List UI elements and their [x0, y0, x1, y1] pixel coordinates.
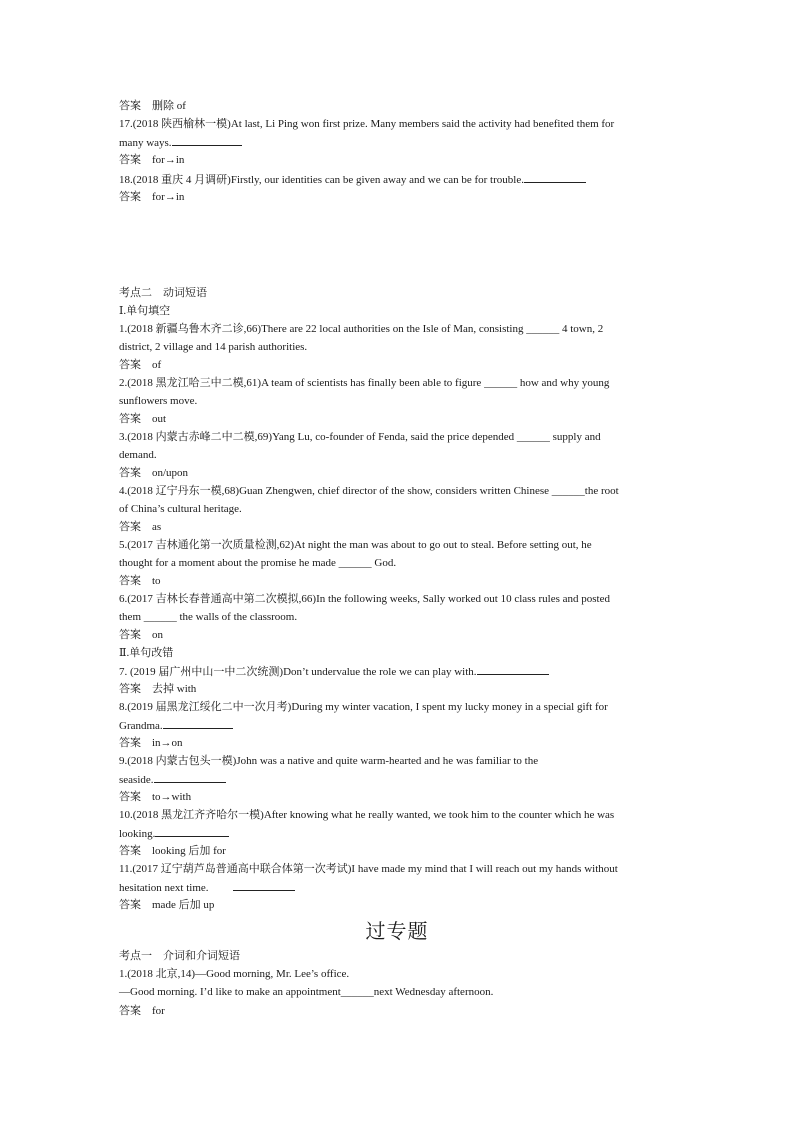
line-text: —Good morning. I’d like to make an appointment______next Wednesday afternoon. [119, 986, 494, 998]
line-text: 10.(2018 黑龙江齐齐哈尔一模)After knowing what he really wanted, we took him to the counter which he was [119, 809, 615, 821]
line-text: 答案 to [119, 575, 161, 587]
line-text: them ______ the walls of the classroom. [119, 611, 298, 623]
answer-blank [477, 664, 549, 675]
line-text: Ⅱ.单句改错 [119, 647, 174, 659]
answer-line [119, 574, 675, 588]
text-line [119, 117, 675, 131]
text-line [119, 304, 675, 318]
line-text: 考点二 动词短语 [119, 287, 207, 299]
text-line [119, 538, 675, 552]
answer-line [119, 153, 675, 167]
line-text: 答案 made 后加 up [119, 899, 215, 911]
line-text: 3.(2018 内蒙古赤峰二中二模,69)Yang Lu, co-founder of Fenda, said the price depended ______ supply and [119, 431, 601, 443]
text-line [119, 610, 675, 624]
line-text: 4.(2018 辽宁丹东一模,68)Guan Zhengwen, chief director of the show, considers written Chinese ______the root [119, 485, 619, 497]
text-line [119, 826, 675, 841]
line-text: 1.(2018 北京,14)—Good morning, Mr. Lee’s office. [119, 968, 350, 980]
line-text: demand. [119, 449, 157, 461]
text-line [119, 322, 675, 336]
answer-line [119, 1004, 675, 1018]
line-text: 8.(2019 届黑龙江绥化二中一次月考)During my winter vacation, I spent my lucky money in a special gift for [119, 701, 608, 713]
answer-line [119, 466, 675, 480]
text-line [119, 484, 675, 498]
text-line [119, 967, 675, 981]
text-line [119, 430, 675, 444]
text-line [119, 985, 675, 999]
answer-line [119, 898, 675, 912]
line-text: thought for a moment about the promise he made ______ God. [119, 557, 397, 569]
line-text: sunflowers move. [119, 395, 198, 407]
section-title: 过专题 [365, 921, 429, 943]
text-line [119, 718, 675, 733]
line-text: 答案 looking 后加 for [119, 845, 226, 857]
answer-line [119, 358, 675, 372]
answer-line [119, 190, 675, 204]
text-line [119, 394, 675, 408]
text-line [119, 862, 675, 876]
line-text: 答案 for→in [119, 154, 185, 166]
line-text: 6.(2017 吉林长春普通高中第二次模拟,66)In the following weeks, Sally worked out 10 class rules and posted [119, 593, 610, 605]
line-text: many ways. [119, 137, 172, 149]
line-text: 答案 删除 of [119, 100, 186, 112]
line-text: 答案 去掉 with [119, 683, 197, 695]
text-line [119, 502, 675, 516]
line-text: looking. [119, 828, 156, 840]
text-line [119, 880, 675, 895]
line-text: 5.(2017 吉林通化第一次质量检测,62)At night the man was about to go out to steal. Before setting out, he [119, 539, 592, 551]
line-text: Ⅰ.单句填空 [119, 305, 171, 317]
line-text: 7. (2019 届广州中山一中二次统测)Don’t undervalue the role we can play with. [119, 666, 477, 678]
text-line [119, 556, 675, 570]
answer-blank [154, 772, 226, 783]
line-text: 答案 as [119, 521, 162, 533]
text-line [119, 376, 675, 390]
answer-line [119, 99, 675, 113]
line-text: 答案 to→with [119, 791, 192, 803]
line-text: 答案 of [119, 359, 162, 371]
answer-line [119, 412, 675, 426]
line-text: seaside. [119, 774, 154, 786]
text-line [119, 340, 675, 354]
line-text: district, 2 village and 14 parish authorities. [119, 341, 308, 353]
line-text: 1.(2018 新疆乌鲁木齐二诊,66)There are 22 local authorities on the Isle of Man, consisting ______ 4 town, 2 [119, 323, 604, 335]
text-line [119, 286, 675, 300]
line-text: Grandma. [119, 720, 163, 732]
answer-blank [233, 880, 295, 891]
answer-line [119, 520, 675, 534]
answer-blank [163, 718, 233, 729]
text-line [119, 808, 675, 822]
text-line [119, 664, 675, 679]
line-text: 答案 out [119, 413, 167, 425]
answer-line [119, 790, 675, 804]
answer-line [119, 736, 675, 750]
answer-line [119, 682, 675, 696]
text-line [119, 448, 675, 462]
line-text: 2.(2018 黑龙江哈三中二模,61)A team of scientists has finally been able to figure ______ how and why young [119, 377, 610, 389]
line-text: 答案 on/upon [119, 467, 189, 479]
line-text: 17.(2018 陕西榆林一模)At last, Li Ping won first prize. Many members said the activity had benefited them for [119, 118, 615, 130]
answer-line [119, 628, 675, 642]
text-line [119, 949, 675, 963]
line-text: 11.(2017 辽宁葫芦岛普通高中联合体第一次考试)I have made my mind that I will reach out my hands without [119, 863, 618, 875]
line-text: of China’s cultural heritage. [119, 503, 242, 515]
line-text: 答案 for [119, 1005, 165, 1017]
text-line [119, 700, 675, 714]
text-line [119, 592, 675, 606]
answer-blank [172, 135, 242, 146]
line-text: 答案 in→on [119, 737, 183, 749]
answer-line [119, 844, 675, 858]
text-line [119, 772, 675, 787]
text-line [119, 754, 675, 768]
line-text: hesitation next time. [119, 882, 209, 894]
line-text: 18.(2018 重庆 4 月调研)Firstly, our identities can be given away and we can be for trouble. [119, 174, 524, 186]
line-text: 9.(2018 内蒙古包头一模)John was a native and quite warm-hearted and he was familiar to the [119, 755, 539, 767]
line-text: 答案 for→in [119, 191, 185, 203]
line-text: 考点一 介词和介词短语 [119, 950, 240, 962]
answer-blank [155, 826, 229, 837]
text-line [119, 646, 675, 660]
line-text: 答案 on [119, 629, 163, 641]
answer-blank [524, 172, 586, 183]
text-line [119, 172, 675, 187]
text-line [119, 135, 675, 150]
